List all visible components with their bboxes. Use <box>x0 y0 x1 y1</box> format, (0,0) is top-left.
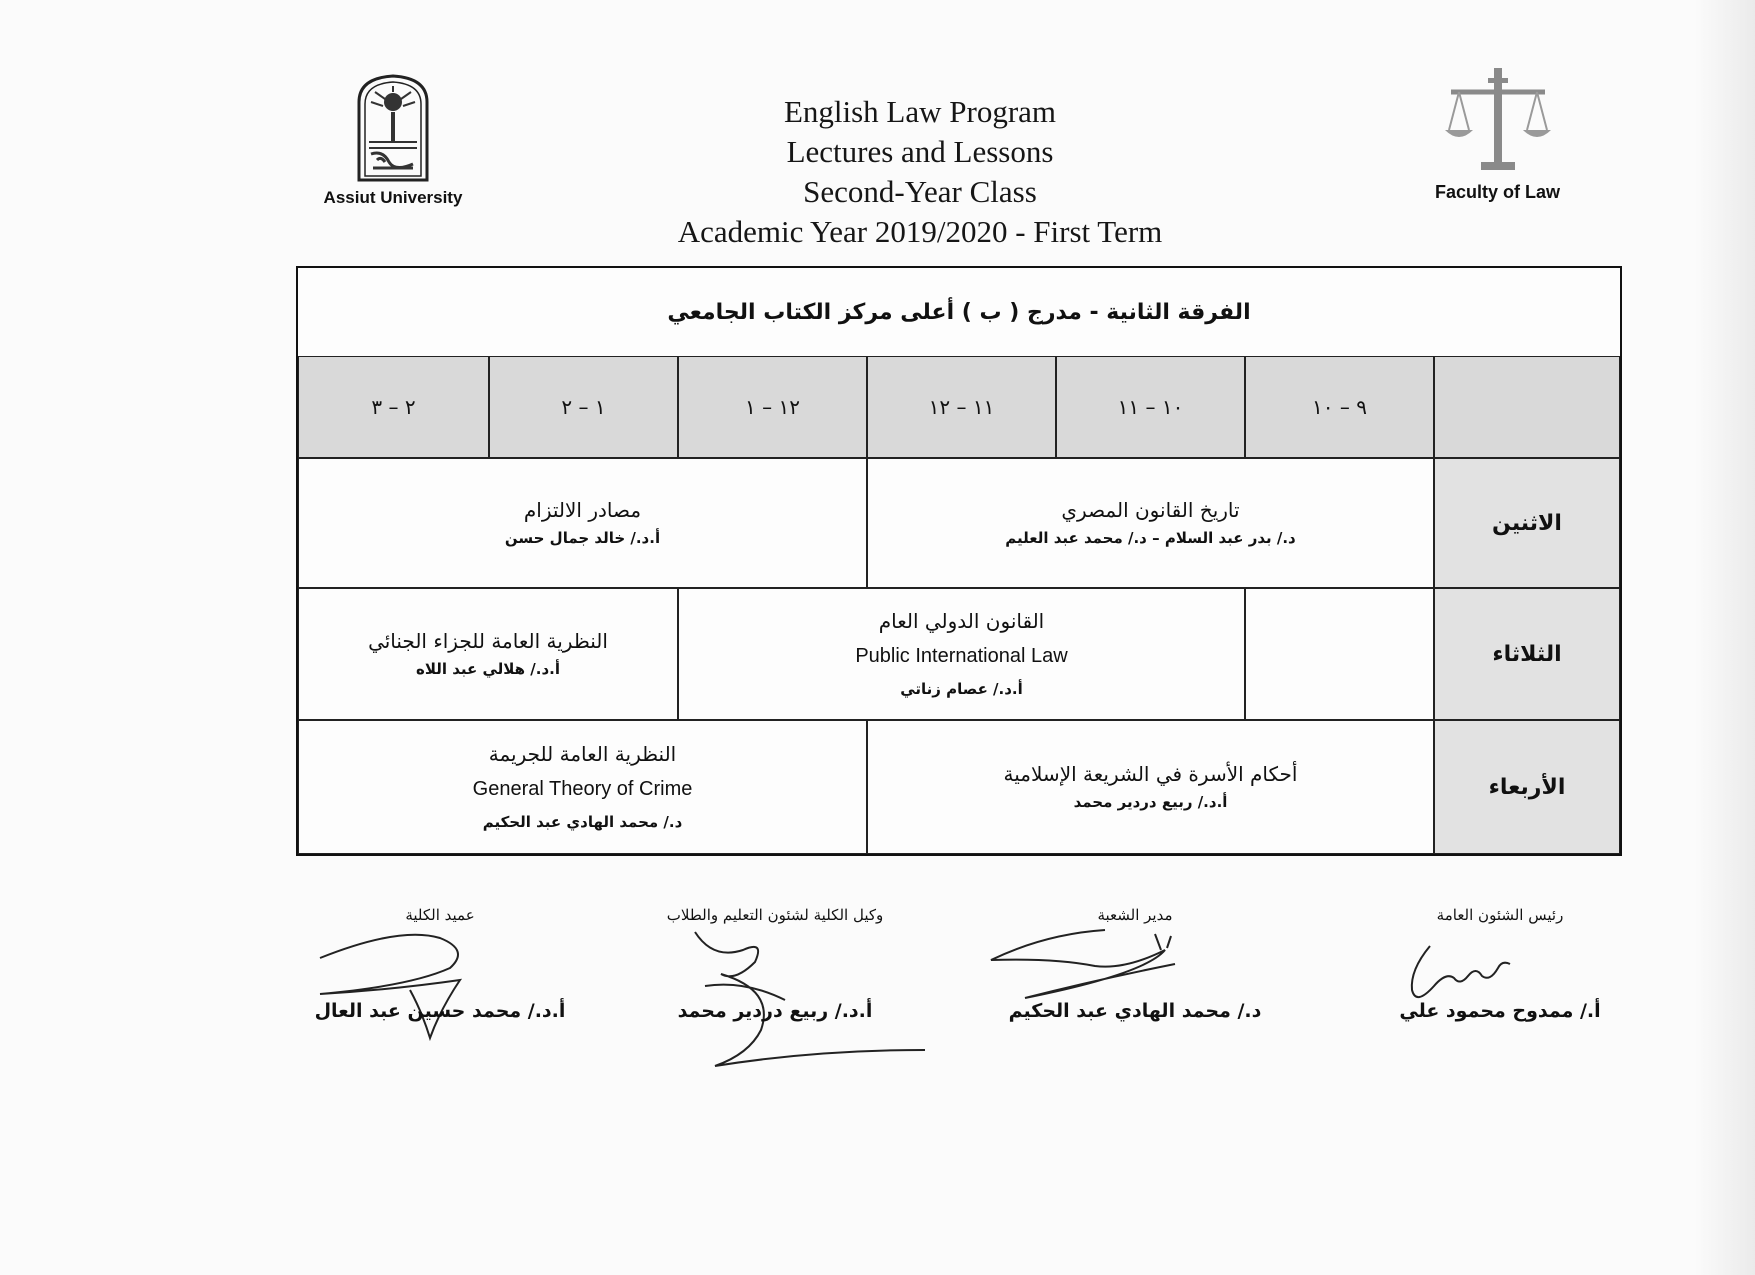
handwritten-signature <box>625 920 945 1070</box>
empty-cell-tuesday-9-10 <box>1245 588 1434 720</box>
signature-name: د./ محمد الهادي عبد الحكيم <box>1008 1000 1262 1022</box>
scales-of-justice-icon <box>1443 64 1553 174</box>
course-professor: أ.د./ خالد جمال حسن <box>504 529 661 547</box>
time-slot-2: ١٠ – ١١ <box>1056 356 1245 458</box>
title-line-4: Academic Year 2019/2020 - First Term <box>677 214 1163 249</box>
course-professor: د./ محمد الهادي عبد الحكيم <box>482 813 683 831</box>
header-corner-cell <box>1434 356 1620 458</box>
course-title-en: Public International Law <box>855 645 1068 667</box>
signature-role: رئيس الشئون العامة <box>1436 906 1564 924</box>
signature-block-public-affairs <box>1350 906 1650 1076</box>
course-cell-tuesday-1 <box>678 588 1245 720</box>
time-slot-3: ١١ – ١٢ <box>867 356 1056 458</box>
time-slot-6: ٢ – ٣ <box>298 356 489 458</box>
course-professor: أ.د./ عصام زناتي <box>900 680 1023 698</box>
handwritten-signature <box>290 920 590 1050</box>
course-cell-monday-2 <box>298 458 867 588</box>
course-title-en: General Theory of Crime <box>472 778 693 800</box>
table-caption: الفرقة الثانية - مدرج ( ب ) أعلى مركز الكتاب الجامعي <box>667 299 1251 325</box>
course-cell-wednesday-2 <box>298 720 867 854</box>
left-logo-caption: Assiut University <box>323 188 463 207</box>
course-title-ar: أحكام الأسرة في الشريعة الإسلامية <box>1003 762 1298 786</box>
assiut-university-logo <box>318 72 468 222</box>
document-title <box>600 92 1240 252</box>
course-professor: أ.د./ ربيع دردير محمد <box>1073 793 1228 811</box>
course-title-ar: النظرية العامة للجزاء الجنائي <box>368 629 608 653</box>
course-professor: د./ بدر عبد السلام – د./ محمد عبد العليم <box>1005 529 1296 547</box>
signature-role: مدير الشعبة <box>1097 906 1173 924</box>
signature-name: أ.د./ ربيع دردير محمد <box>677 1000 873 1022</box>
course-title-ar: تاريخ القانون المصري <box>1061 498 1240 522</box>
signature-block-vice-dean <box>625 906 925 1076</box>
title-line-1: English Law Program <box>783 94 1057 129</box>
handwritten-signature <box>1350 920 1650 1010</box>
signature-name: أ./ ممدوح محمود علي <box>1399 1000 1601 1022</box>
signature-block-dean <box>290 906 590 1076</box>
handwritten-signature <box>985 920 1285 1010</box>
scan-edge-shadow <box>1695 0 1755 1275</box>
signature-name: أ.د./ محمد حسين عبد العال <box>314 1000 566 1022</box>
course-professor: أ.د./ هلالي عبد اللاه <box>415 660 561 678</box>
faculty-of-law-logo <box>1410 64 1585 203</box>
right-logo-caption: Faculty of Law <box>1434 182 1560 202</box>
course-title-ar: القانون الدولي العام <box>878 609 1045 633</box>
day-monday: الاثنين <box>1434 458 1620 588</box>
time-slot-5: ١ – ٢ <box>489 356 678 458</box>
signature-role: وكيل الكلية لشئون التعليم والطلاب <box>666 906 884 924</box>
course-cell-tuesday-2 <box>298 588 678 720</box>
course-cell-wednesday-1 <box>867 720 1434 854</box>
day-tuesday: الثلاثاء <box>1434 588 1620 720</box>
course-title-ar: النظرية العامة للجريمة <box>488 742 677 766</box>
course-cell-monday-1 <box>867 458 1434 588</box>
signature-role: عميد الكلية <box>405 906 475 924</box>
time-slot-4: ١٢ – ١ <box>678 356 867 458</box>
signature-block-division-manager <box>985 906 1285 1076</box>
time-slot-1: ٩ – ١٠ <box>1245 356 1434 458</box>
lecture-schedule-table <box>296 266 1622 856</box>
title-line-3: Second-Year Class <box>803 174 1037 209</box>
day-wednesday: الأربعاء <box>1434 720 1620 854</box>
title-line-2: Lectures and Lessons <box>786 134 1054 169</box>
university-emblem-icon <box>353 72 433 182</box>
course-title-ar: مصادر الالتزام <box>523 498 642 522</box>
table-caption-row <box>298 268 1620 358</box>
